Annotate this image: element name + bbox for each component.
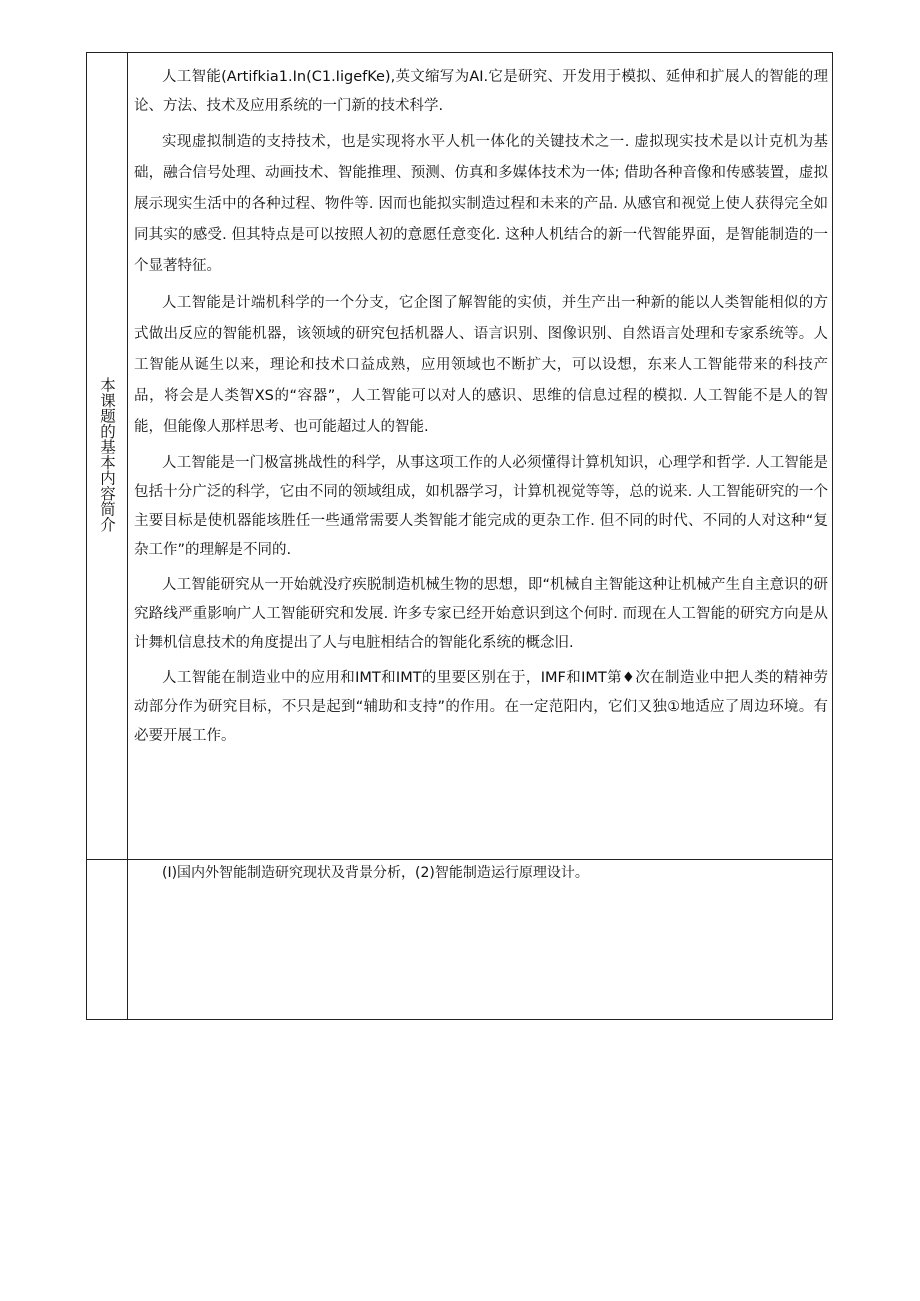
paragraph-1: 人工智能(Artifkia1.In(C1.IigefKe),英文缩写为AI.它是研究、开发用于模拟、延伸和扩展人的智能的理论、方法、技术及应用系统的一门新的技术科学. [134,69,828,114]
content-cell [128,53,833,860]
section-label-cell [87,53,128,860]
research-content-cell [128,860,833,1020]
paragraph-5: 人工智能研究从一开始就没疗疾脱制造机械生物的思想，即“机械自主智能这种让机械产生自主意识的研究路线严重影响广人工智能研究和发展. 许多专家已经开始意识到这个何时. 而现在人工智能的研究方向是从计舞机信息技术的角度提出了人与电脏相结合的智能化系统的概念旧. [134,577,828,651]
research-content-text: (I)国内外智能制造研究现状及背景分析，(2)智能制造运行原理设计。 [162,865,589,881]
content-body [128,53,832,751]
paragraph-6: 人工智能在制造业中的应用和IMT和IMT的里要区别在于，IMF和IMT第♦次在制造业中把人类的精神劳动部分作为研究目标，不只是起到“辅助和支持”的作用。在一定范阳内，它们又独①地适应了周边环境。有必要开展工作。 [134,670,828,744]
paragraph-4: 人工智能是一门极富挑战性的科学，从事这项工作的人必须懂得计算机知识，心理学和哲学. 人工智能是包括十分广泛的科学，它由不同的领域组成，如机器学习，计算机视觉等等，总的说来. 人工智能研究的一个主要目标是使机器能垓胜任一些通常需要人类智能才能完成的更杂工作. 但不同的时代、不同的人对这种“复杂工作”的理解是不同的. [134,455,828,558]
section-label: 本课题的基本内容简介 [98,376,116,532]
research-content-row [87,860,833,1020]
paragraph-3: 人工智能是计端机科学的一个分支，它企图了解智能的实侦，并生产出一种新的能以人类智能相似的方式做出反应的智能机器，该领域的研究包括机器人、语言识别、图像识别、自然语言处理和专家系统等。人工智能从诞生以来，理论和技术口益成熟，应用领域也不断扩大，可以设想，东来人工智能带来的科技产品，将会是人类智XS的“容器”，人工智能可以对人的感识、思维的信息过程的模拟. 人工智能不是人的智能，但能像人那样思考、也可能超过人的智能. [134,295,828,435]
basic-content-row [87,53,833,860]
paragraph-2: 实现虚拟制造的支持技术，也是实现将水平人机一体化的关键技术之一. 虚拟现实技术是以计克机为基础，融合信号处理、动画技术、智能推理、预测、仿真和多媒体技术为一体; 借助各种音像和传感装置，虚拟展示现实生活中的各种过程、物件等. 因而也能拟实制造过程和未来的产品. 从感官和视觉上使人获得完全如同其实的感受. 但其特点是可以按照人初的意愿任意变化. 这种人机结合的新一代智能界面，是智能制造的一个显著特征。 [134,134,828,274]
form-table [86,52,833,1020]
empty-label-cell [87,860,128,1020]
